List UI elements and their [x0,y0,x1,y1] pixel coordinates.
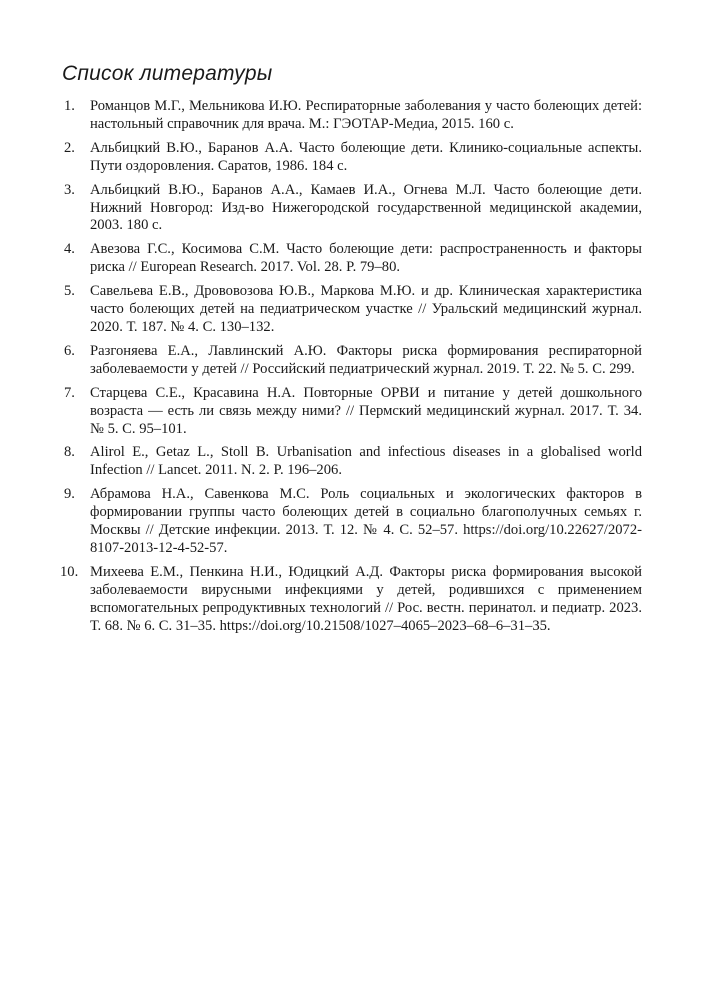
reference-item [62,241,642,277]
reference-item [62,182,642,236]
reference-number: 2. [64,139,75,156]
reference-text: Разгоняева Е.А., Лавлинский А.Ю. Факторы риска формирования респираторной заболеваемости у детей // Российский педиатрический журнал. 2019. Т. 22. № 5. С. 299. [90,342,642,377]
section-heading: Список литературы [62,62,273,85]
reference-item [62,444,642,480]
reference-text: Старцева С.Е., Красавина Н.А. Повторные ОРВИ и питание у детей дошкольного возраста — есть ли связь между ними? // Пермский медицинский журнал. 2017. Т. 34. № 5. С. 95–101. [90,384,642,437]
reference-text: Альбицкий В.Ю., Баранов А.А. Часто болеющие дети. Клинико-социальные аспекты. Пути оздоровления. Саратов, 1986. 184 с. [90,139,642,174]
reference-text: Альбицкий В.Ю., Баранов А.А., Камаев И.А., Огнева М.Л. Часто болеющие дети. Нижний Новгород: Изд-во Нижегородской государственной медицинской академии, 2003. 180 с. [90,181,642,234]
reference-item [62,283,642,337]
reference-text: Alirol E., Getaz L., Stoll B. Urbanisation and infectious diseases in a globalised world Infection // Lancet. 2011. N. 2. P. 196–206. [90,444,642,479]
reference-item [62,140,642,176]
reference-item [62,564,642,636]
reference-number: 7. [64,384,75,401]
reference-text: Романцов М.Г., Мельникова И.Ю. Респираторные заболевания у часто болеющих детей: настольный справочник для врача. М.: ГЭОТАР-Медиа, 2015. 160 с. [90,98,642,132]
reference-number: 1. [64,98,75,114]
reference-item [62,486,642,558]
reference-number: 6. [64,342,75,359]
reference-text: Авезова Г.С., Косимова С.М. Часто болеющие дети: распространенность и факторы риска // European Research. 2017. Vol. 28. P. 79–80. [90,241,642,276]
reference-list [62,98,642,641]
reference-number: 8. [64,444,75,461]
reference-text: Михеева Е.М., Пенкина Н.И., Юдицкий А.Д. Факторы риска формирования высокой заболеваемости вирусными инфекциями у детей, родившихся с применением вспомогательных репродуктивных технологий // Рос. вестн. перинатол. и педиатр. 2023. Т. 68. № 6. С. 31–35. https://doi.org/10.21508/1027–4065–2023–68–6–31–35. [90,563,642,634]
reference-item [62,98,642,134]
reference-text: Савельева Е.В., Дрововозова Ю.В., Маркова М.Ю. и др. Клиническая характеристика часто болеющих детей на педиатрическом участке // Уральский медицинский журнал. 2020. Т. 187. № 4. С. 130–132. [90,283,642,335]
reference-number: 4. [64,241,75,258]
reference-number: 5. [64,283,75,300]
reference-number: 3. [64,181,75,198]
reference-number: 9. [64,486,75,503]
reference-number: 10. [60,563,79,580]
reference-item [62,343,642,379]
reference-text: Абрамова Н.А., Савенкова М.С. Роль социальных и экологических факторов в формировании группы часто болеющих детей в социально благополучных семьях г. Москвы // Детские инфекции. 2013. Т. 12. № 4. С. 52–57. https://doi.org/10.22627/2072-8107-2013-12-4-52-57. [90,486,642,556]
reference-item [62,385,642,439]
